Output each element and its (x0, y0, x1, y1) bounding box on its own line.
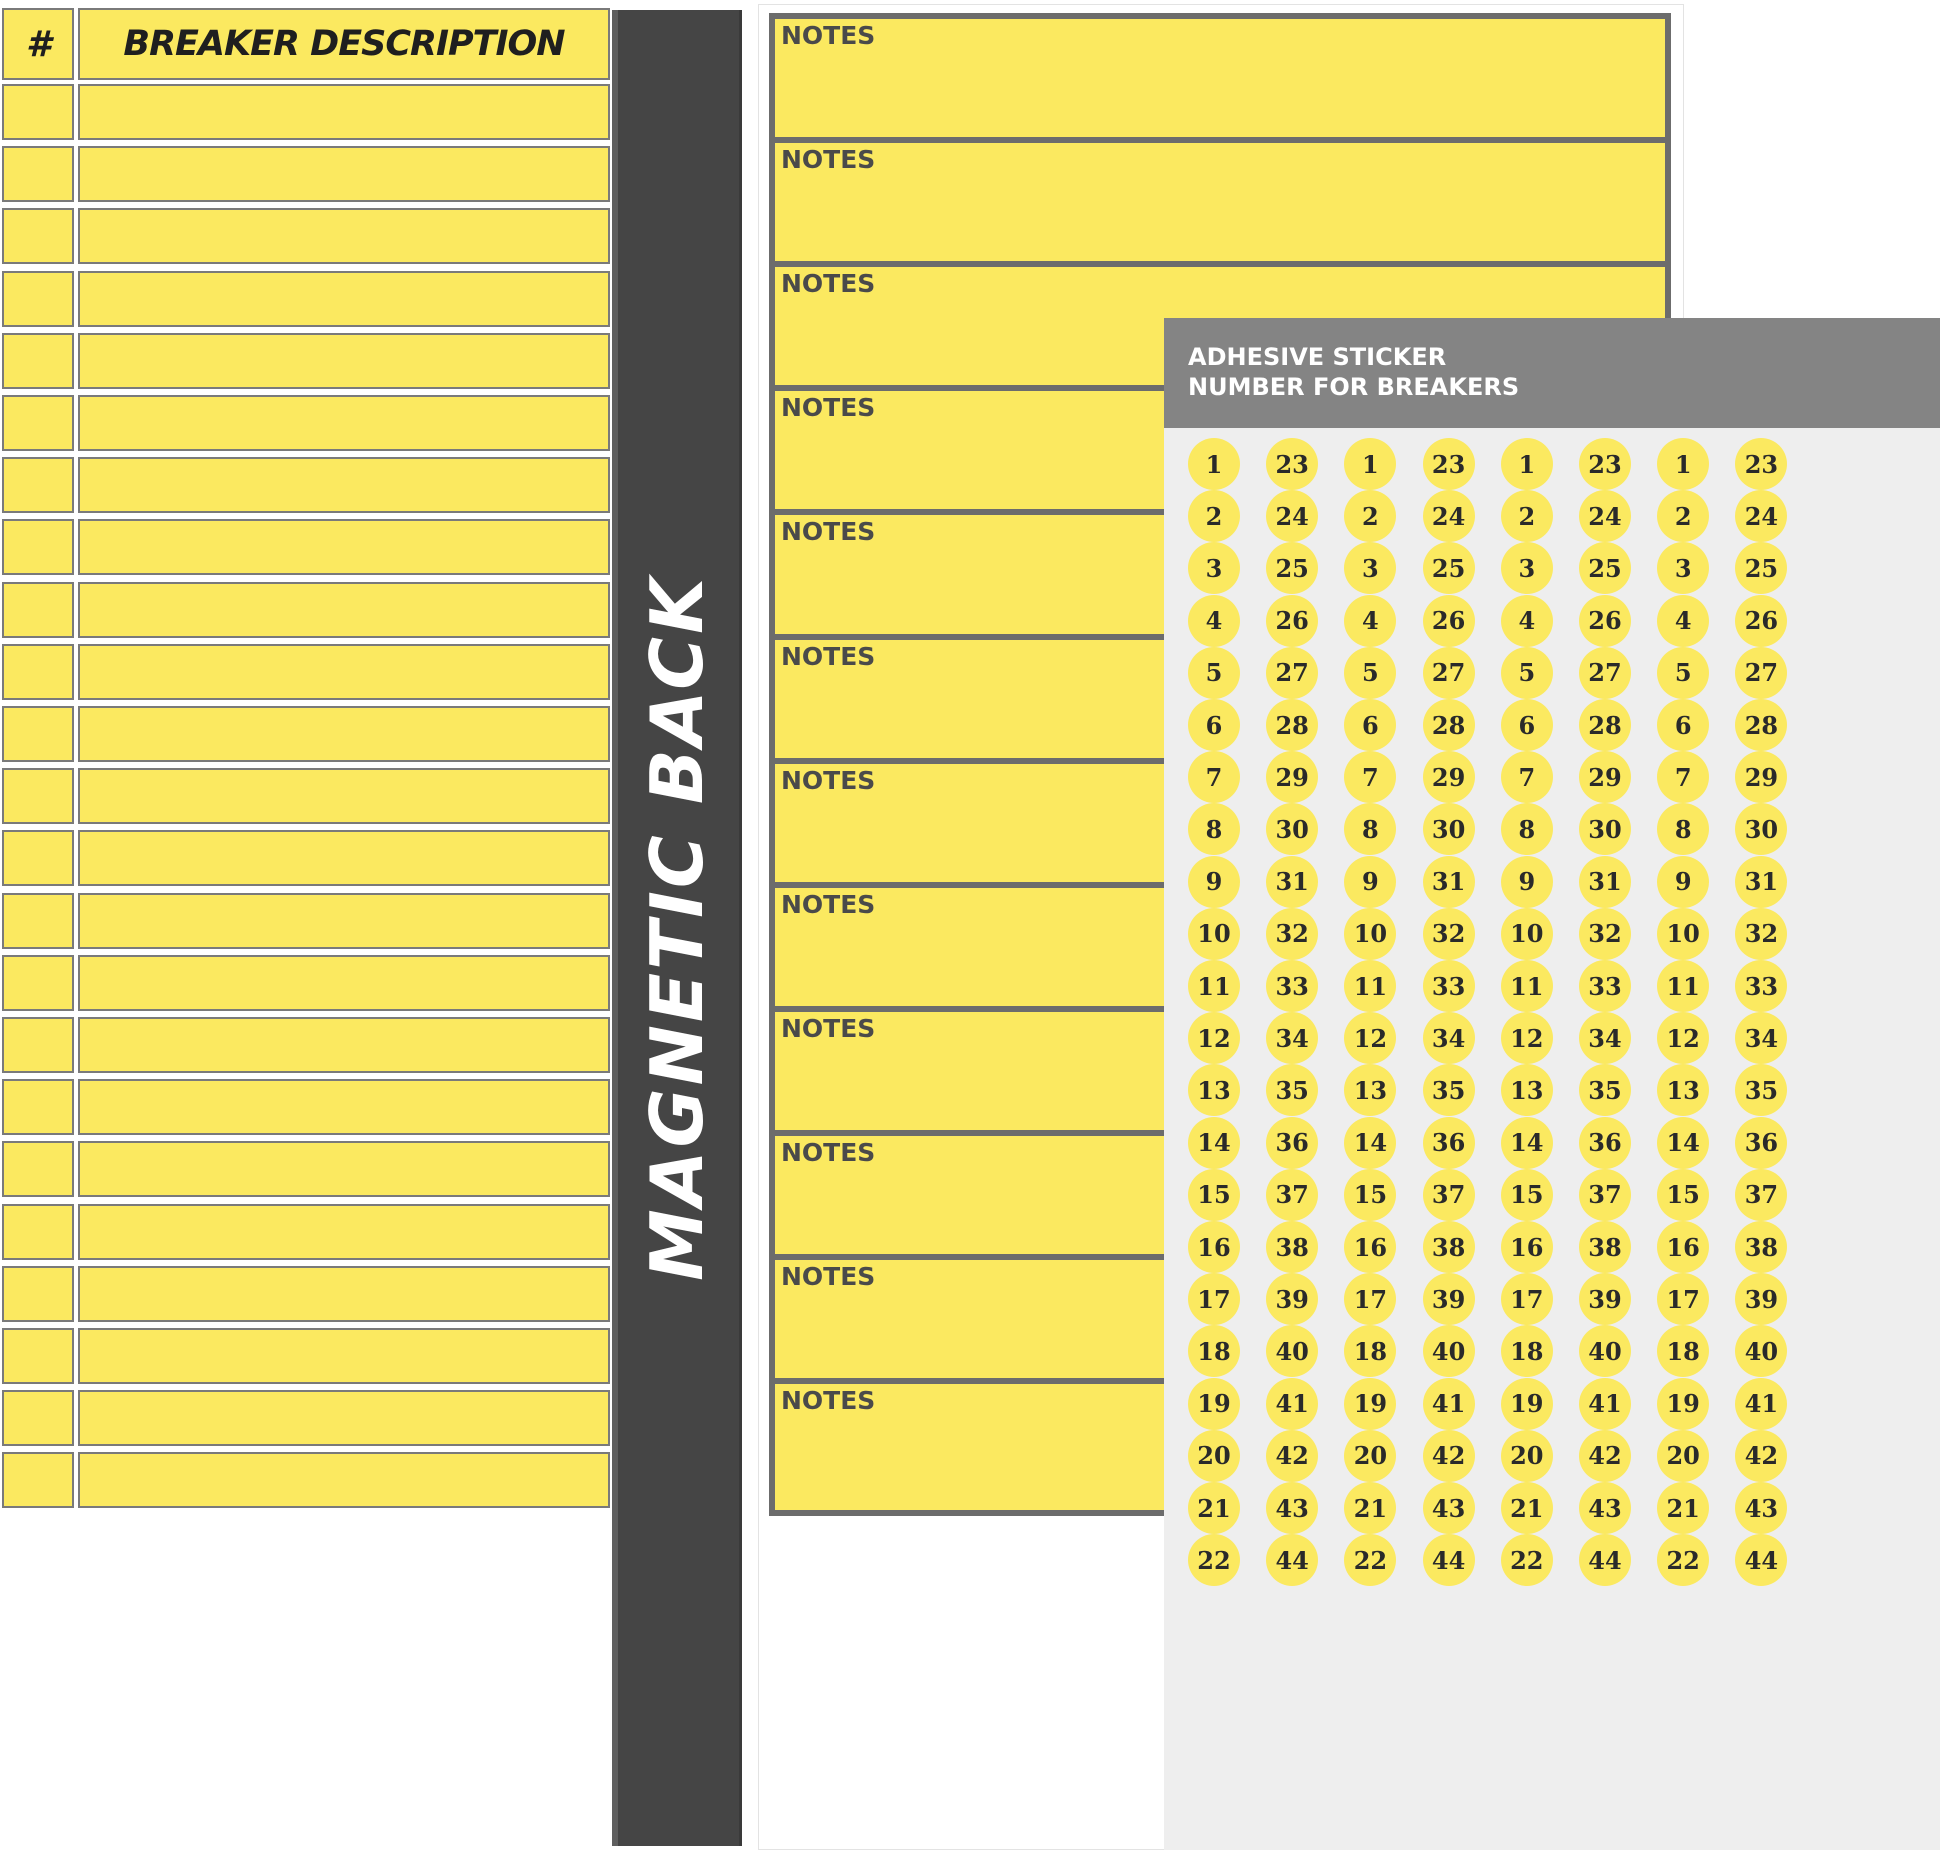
breaker-description-cell[interactable] (78, 333, 610, 389)
breaker-number-cell[interactable] (2, 333, 74, 389)
number-sticker[interactable]: 16 (1188, 1221, 1240, 1273)
breaker-number-cell[interactable] (2, 457, 74, 513)
number-sticker[interactable]: 9 (1657, 856, 1709, 908)
number-sticker[interactable]: 15 (1657, 1169, 1709, 1221)
number-sticker[interactable]: 18 (1188, 1325, 1240, 1377)
number-sticker[interactable]: 17 (1501, 1273, 1553, 1325)
number-sticker[interactable]: 36 (1423, 1117, 1475, 1169)
sticker-column (1344, 428, 1424, 1848)
number-sticker[interactable]: 9 (1344, 856, 1396, 908)
number-sticker[interactable]: 4 (1501, 595, 1553, 647)
number-sticker[interactable]: 36 (1735, 1117, 1787, 1169)
number-sticker[interactable]: 18 (1344, 1325, 1396, 1377)
breaker-number-cell[interactable] (2, 582, 74, 638)
number-sticker[interactable]: 7 (1188, 751, 1240, 803)
number-sticker[interactable]: 1 (1344, 438, 1396, 490)
number-sticker[interactable]: 14 (1344, 1117, 1396, 1169)
number-sticker[interactable]: 12 (1501, 1012, 1553, 1064)
number-sticker[interactable]: 28 (1423, 699, 1475, 751)
number-sticker[interactable]: 17 (1344, 1273, 1396, 1325)
breaker-number-cell[interactable] (2, 1390, 74, 1446)
number-sticker[interactable]: 5 (1344, 647, 1396, 699)
breaker-description-cell[interactable] (78, 1328, 610, 1384)
breaker-description-cell[interactable] (78, 457, 610, 513)
number-sticker[interactable]: 28 (1266, 699, 1318, 751)
number-sticker[interactable]: 5 (1501, 647, 1553, 699)
number-sticker[interactable]: 41 (1423, 1378, 1475, 1430)
number-sticker[interactable]: 44 (1735, 1534, 1787, 1586)
notes-label: NOTES (781, 269, 876, 299)
number-sticker[interactable]: 23 (1423, 438, 1475, 490)
number-sticker[interactable]: 38 (1266, 1221, 1318, 1273)
number-sticker[interactable]: 39 (1579, 1273, 1631, 1325)
number-sticker[interactable]: 31 (1266, 856, 1318, 908)
breaker-number-cell[interactable] (2, 830, 74, 886)
number-sticker[interactable]: 7 (1501, 751, 1553, 803)
number-sticker[interactable]: 40 (1423, 1325, 1475, 1377)
number-sticker[interactable]: 25 (1266, 542, 1318, 594)
number-sticker[interactable]: 18 (1501, 1325, 1553, 1377)
breaker-number-cell[interactable] (2, 1079, 74, 1135)
number-sticker[interactable]: 23 (1735, 438, 1787, 490)
number-sticker[interactable]: 21 (1188, 1482, 1240, 1534)
number-sticker[interactable]: 25 (1579, 542, 1631, 594)
number-sticker[interactable]: 29 (1579, 751, 1631, 803)
breaker-description-cell[interactable] (78, 1452, 610, 1508)
number-sticker[interactable]: 14 (1501, 1117, 1553, 1169)
number-sticker[interactable]: 43 (1423, 1482, 1475, 1534)
breaker-number-cell[interactable] (2, 706, 74, 762)
number-sticker[interactable]: 20 (1344, 1430, 1396, 1482)
number-sticker[interactable]: 22 (1344, 1534, 1396, 1586)
number-sticker[interactable]: 2 (1501, 490, 1553, 542)
breaker-description-cell[interactable] (78, 893, 610, 949)
number-sticker[interactable]: 27 (1579, 647, 1631, 699)
number-sticker[interactable]: 33 (1266, 960, 1318, 1012)
sticker-column (1266, 428, 1346, 1848)
number-sticker[interactable]: 35 (1266, 1064, 1318, 1116)
breaker-number-cell[interactable] (2, 955, 74, 1011)
sticker-column (1501, 428, 1581, 1848)
breaker-number-cell[interactable] (2, 519, 74, 575)
number-sticker[interactable]: 22 (1501, 1534, 1553, 1586)
breaker-description-cell[interactable] (78, 1079, 610, 1135)
number-sticker[interactable]: 6 (1344, 699, 1396, 751)
number-sticker[interactable]: 10 (1344, 908, 1396, 960)
breaker-description-cell[interactable] (78, 146, 610, 202)
number-sticker[interactable]: 21 (1657, 1482, 1709, 1534)
number-sticker[interactable]: 4 (1344, 595, 1396, 647)
breaker-number-cell[interactable] (2, 395, 74, 451)
number-sticker[interactable]: 19 (1344, 1378, 1396, 1430)
number-sticker[interactable]: 44 (1579, 1534, 1631, 1586)
number-sticker[interactable]: 1 (1657, 438, 1709, 490)
number-sticker[interactable]: 10 (1657, 908, 1709, 960)
number-sticker[interactable]: 15 (1188, 1169, 1240, 1221)
number-sticker[interactable]: 12 (1657, 1012, 1709, 1064)
number-sticker[interactable]: 43 (1266, 1482, 1318, 1534)
number-sticker[interactable]: 6 (1188, 699, 1240, 751)
number-sticker[interactable]: 41 (1735, 1378, 1787, 1430)
column-header-number: # (2, 8, 74, 80)
number-sticker[interactable]: 19 (1188, 1378, 1240, 1430)
number-sticker[interactable]: 31 (1423, 856, 1475, 908)
number-sticker[interactable]: 1 (1501, 438, 1553, 490)
magnetic-back-strip (612, 10, 742, 1846)
number-sticker[interactable]: 23 (1579, 438, 1631, 490)
breaker-description-cell[interactable] (78, 1204, 610, 1260)
breaker-number-cell[interactable] (2, 208, 74, 264)
sticker-column (1423, 428, 1503, 1848)
number-sticker[interactable]: 38 (1735, 1221, 1787, 1273)
breaker-number-cell[interactable] (2, 1141, 74, 1197)
number-sticker[interactable]: 3 (1344, 542, 1396, 594)
number-sticker[interactable]: 27 (1423, 647, 1475, 699)
breaker-description-cell[interactable] (78, 706, 610, 762)
number-sticker[interactable]: 25 (1735, 542, 1787, 594)
notes-label: NOTES (781, 393, 876, 423)
number-sticker[interactable]: 16 (1657, 1221, 1709, 1273)
number-sticker[interactable]: 36 (1266, 1117, 1318, 1169)
breaker-description-cell[interactable] (78, 519, 610, 575)
number-sticker[interactable]: 5 (1657, 647, 1709, 699)
notes-label: NOTES (781, 21, 876, 50)
number-sticker[interactable]: 31 (1579, 856, 1631, 908)
number-sticker[interactable]: 7 (1344, 751, 1396, 803)
number-sticker[interactable]: 26 (1423, 595, 1475, 647)
number-sticker[interactable]: 26 (1266, 595, 1318, 647)
breaker-description-cell[interactable] (78, 768, 610, 824)
breaker-description-cell[interactable] (78, 1390, 610, 1446)
number-sticker[interactable]: 21 (1501, 1482, 1553, 1534)
number-sticker[interactable]: 34 (1423, 1012, 1475, 1064)
number-sticker[interactable]: 19 (1657, 1378, 1709, 1430)
number-sticker[interactable]: 13 (1188, 1064, 1240, 1116)
number-sticker[interactable]: 43 (1735, 1482, 1787, 1534)
number-sticker[interactable]: 29 (1266, 751, 1318, 803)
notes-label: NOTES (781, 1262, 876, 1291)
number-sticker[interactable]: 32 (1735, 908, 1787, 960)
number-sticker[interactable]: 32 (1266, 908, 1318, 960)
breaker-number-cell[interactable] (2, 644, 74, 700)
number-sticker[interactable]: 32 (1423, 908, 1475, 960)
number-sticker[interactable]: 39 (1735, 1273, 1787, 1325)
number-sticker[interactable]: 27 (1266, 647, 1318, 699)
number-sticker[interactable]: 2 (1344, 490, 1396, 542)
notes-label: NOTES (781, 145, 876, 175)
breaker-description-cell[interactable] (78, 644, 610, 700)
breaker-description-cell[interactable] (78, 955, 610, 1011)
number-sticker[interactable]: 29 (1423, 751, 1475, 803)
number-sticker[interactable]: 36 (1579, 1117, 1631, 1169)
number-sticker[interactable]: 37 (1735, 1169, 1787, 1221)
number-sticker[interactable]: 33 (1423, 960, 1475, 1012)
sticker-sheet-header (1164, 318, 1940, 428)
number-sticker[interactable]: 44 (1266, 1534, 1318, 1586)
number-sticker[interactable]: 13 (1657, 1064, 1709, 1116)
breaker-number-cell[interactable] (2, 271, 74, 327)
notes-label: NOTES (781, 1386, 876, 1416)
breaker-description-cell[interactable] (78, 395, 610, 451)
number-sticker[interactable]: 39 (1266, 1273, 1318, 1325)
number-sticker[interactable]: 22 (1657, 1534, 1709, 1586)
number-sticker[interactable]: 20 (1657, 1430, 1709, 1482)
number-sticker[interactable]: 30 (1579, 803, 1631, 855)
number-sticker[interactable]: 6 (1657, 699, 1709, 751)
number-sticker[interactable]: 3 (1188, 542, 1240, 594)
sticker-sheet (1164, 318, 1940, 1850)
magnetic-back-label: MAGNETIC BACK (635, 575, 719, 1281)
number-sticker[interactable]: 42 (1423, 1430, 1475, 1482)
number-sticker[interactable]: 1 (1188, 438, 1240, 490)
notes-box[interactable] (769, 13, 1671, 151)
number-sticker[interactable]: 44 (1423, 1534, 1475, 1586)
number-sticker[interactable]: 2 (1657, 490, 1709, 542)
number-sticker[interactable]: 4 (1188, 595, 1240, 647)
number-sticker[interactable]: 40 (1735, 1325, 1787, 1377)
number-sticker[interactable]: 26 (1735, 595, 1787, 647)
number-sticker[interactable]: 16 (1344, 1221, 1396, 1273)
number-sticker[interactable]: 8 (1344, 803, 1396, 855)
notes-label: NOTES (781, 889, 876, 919)
number-sticker[interactable]: 15 (1344, 1169, 1396, 1221)
number-sticker[interactable]: 35 (1735, 1064, 1787, 1116)
number-sticker[interactable]: 38 (1423, 1221, 1475, 1273)
notes-label: NOTES (781, 1137, 876, 1167)
number-sticker[interactable]: 11 (1501, 960, 1553, 1012)
number-sticker[interactable]: 32 (1579, 908, 1631, 960)
number-sticker[interactable]: 10 (1188, 908, 1240, 960)
notes-box[interactable] (769, 137, 1671, 275)
number-sticker[interactable]: 17 (1188, 1273, 1240, 1325)
number-sticker[interactable]: 24 (1423, 490, 1475, 542)
sticker-column (1579, 428, 1659, 1848)
number-sticker[interactable]: 37 (1579, 1169, 1631, 1221)
number-sticker[interactable]: 28 (1735, 699, 1787, 751)
notes-label: NOTES (781, 517, 876, 547)
sticker-column (1188, 428, 1268, 1848)
number-sticker[interactable]: 37 (1266, 1169, 1318, 1221)
number-sticker[interactable]: 38 (1579, 1221, 1631, 1273)
sticker-column (1735, 428, 1815, 1848)
number-sticker[interactable]: 30 (1735, 803, 1787, 855)
breaker-number-cell[interactable] (2, 1266, 74, 1322)
number-sticker[interactable]: 6 (1501, 699, 1553, 751)
number-sticker[interactable]: 23 (1266, 438, 1318, 490)
number-sticker[interactable]: 2 (1188, 490, 1240, 542)
number-sticker[interactable]: 3 (1657, 542, 1709, 594)
number-sticker[interactable]: 37 (1423, 1169, 1475, 1221)
number-sticker[interactable]: 11 (1344, 960, 1396, 1012)
number-sticker[interactable]: 24 (1735, 490, 1787, 542)
number-sticker[interactable]: 18 (1657, 1325, 1709, 1377)
breaker-number-cell[interactable] (2, 768, 74, 824)
number-sticker[interactable]: 13 (1501, 1064, 1553, 1116)
number-sticker[interactable]: 17 (1657, 1273, 1709, 1325)
number-sticker[interactable]: 25 (1423, 542, 1475, 594)
number-sticker[interactable]: 30 (1423, 803, 1475, 855)
number-sticker[interactable]: 27 (1735, 647, 1787, 699)
breaker-description-cell[interactable] (78, 582, 610, 638)
number-sticker[interactable]: 43 (1579, 1482, 1631, 1534)
number-sticker[interactable]: 19 (1501, 1378, 1553, 1430)
number-sticker[interactable]: 14 (1188, 1117, 1240, 1169)
breaker-description-cell[interactable] (78, 830, 610, 886)
breaker-description-cell[interactable] (78, 1017, 610, 1073)
number-sticker[interactable]: 8 (1188, 803, 1240, 855)
number-sticker[interactable]: 13 (1344, 1064, 1396, 1116)
number-sticker[interactable]: 11 (1657, 960, 1709, 1012)
breaker-number-cell[interactable] (2, 893, 74, 949)
breaker-description-cell[interactable] (78, 208, 610, 264)
number-sticker[interactable]: 35 (1579, 1064, 1631, 1116)
number-sticker[interactable]: 10 (1501, 908, 1553, 960)
number-sticker[interactable]: 7 (1657, 751, 1709, 803)
number-sticker[interactable]: 30 (1266, 803, 1318, 855)
number-sticker[interactable]: 34 (1266, 1012, 1318, 1064)
breaker-description-cell[interactable] (78, 1141, 610, 1197)
breaker-number-cell[interactable] (2, 1452, 74, 1508)
number-sticker[interactable]: 40 (1579, 1325, 1631, 1377)
number-sticker[interactable]: 8 (1501, 803, 1553, 855)
number-sticker[interactable]: 26 (1579, 595, 1631, 647)
number-sticker[interactable]: 14 (1657, 1117, 1709, 1169)
number-sticker[interactable]: 35 (1423, 1064, 1475, 1116)
number-sticker[interactable]: 12 (1344, 1012, 1396, 1064)
breaker-description-cell[interactable] (78, 1266, 610, 1322)
number-sticker[interactable]: 33 (1735, 960, 1787, 1012)
number-sticker[interactable]: 12 (1188, 1012, 1240, 1064)
breaker-number-cell[interactable] (2, 1204, 74, 1260)
sticker-title-line2: NUMBER FOR BREAKERS (1188, 373, 1520, 401)
number-sticker[interactable]: 41 (1266, 1378, 1318, 1430)
number-sticker[interactable]: 16 (1501, 1221, 1553, 1273)
number-sticker[interactable]: 11 (1188, 960, 1240, 1012)
number-sticker[interactable]: 22 (1188, 1534, 1240, 1586)
sticker-title-line1: ADHESIVE STICKER (1188, 343, 1447, 371)
breaker-number-cell[interactable] (2, 146, 74, 202)
notes-label: NOTES (781, 1013, 876, 1043)
number-sticker[interactable]: 20 (1188, 1430, 1240, 1482)
number-sticker[interactable]: 24 (1266, 490, 1318, 542)
breaker-number-cell[interactable] (2, 84, 74, 140)
number-sticker[interactable]: 21 (1344, 1482, 1396, 1534)
number-sticker[interactable]: 28 (1579, 699, 1631, 751)
number-sticker[interactable]: 42 (1266, 1430, 1318, 1482)
breaker-number-cell[interactable] (2, 1017, 74, 1073)
number-sticker[interactable]: 40 (1266, 1325, 1318, 1377)
number-sticker[interactable]: 4 (1657, 595, 1709, 647)
notes-label: NOTES (781, 641, 876, 671)
sticker-column (1657, 428, 1737, 1848)
number-sticker[interactable]: 33 (1579, 960, 1631, 1012)
number-sticker[interactable]: 3 (1501, 542, 1553, 594)
number-sticker[interactable]: 42 (1735, 1430, 1787, 1482)
breaker-number-cell[interactable] (2, 1328, 74, 1384)
notes-label: NOTES (781, 765, 876, 795)
number-sticker[interactable]: 34 (1735, 1012, 1787, 1064)
breaker-directory-table (0, 6, 615, 1846)
number-sticker[interactable]: 41 (1579, 1378, 1631, 1430)
number-sticker[interactable]: 9 (1501, 856, 1553, 908)
breaker-description-cell[interactable] (78, 84, 610, 140)
breaker-description-cell[interactable] (78, 271, 610, 327)
number-sticker[interactable]: 9 (1188, 856, 1240, 908)
number-sticker[interactable]: 31 (1735, 856, 1787, 908)
number-sticker[interactable]: 15 (1501, 1169, 1553, 1221)
number-sticker[interactable]: 39 (1423, 1273, 1475, 1325)
number-sticker[interactable]: 42 (1579, 1430, 1631, 1482)
sticker-grid (1164, 428, 1940, 1848)
number-sticker[interactable]: 5 (1188, 647, 1240, 699)
number-sticker[interactable]: 20 (1501, 1430, 1553, 1482)
number-sticker[interactable]: 29 (1735, 751, 1787, 803)
number-sticker[interactable]: 8 (1657, 803, 1709, 855)
number-sticker[interactable]: 24 (1579, 490, 1631, 542)
number-sticker[interactable]: 34 (1579, 1012, 1631, 1064)
column-header-description: BREAKER DESCRIPTION (78, 8, 610, 80)
